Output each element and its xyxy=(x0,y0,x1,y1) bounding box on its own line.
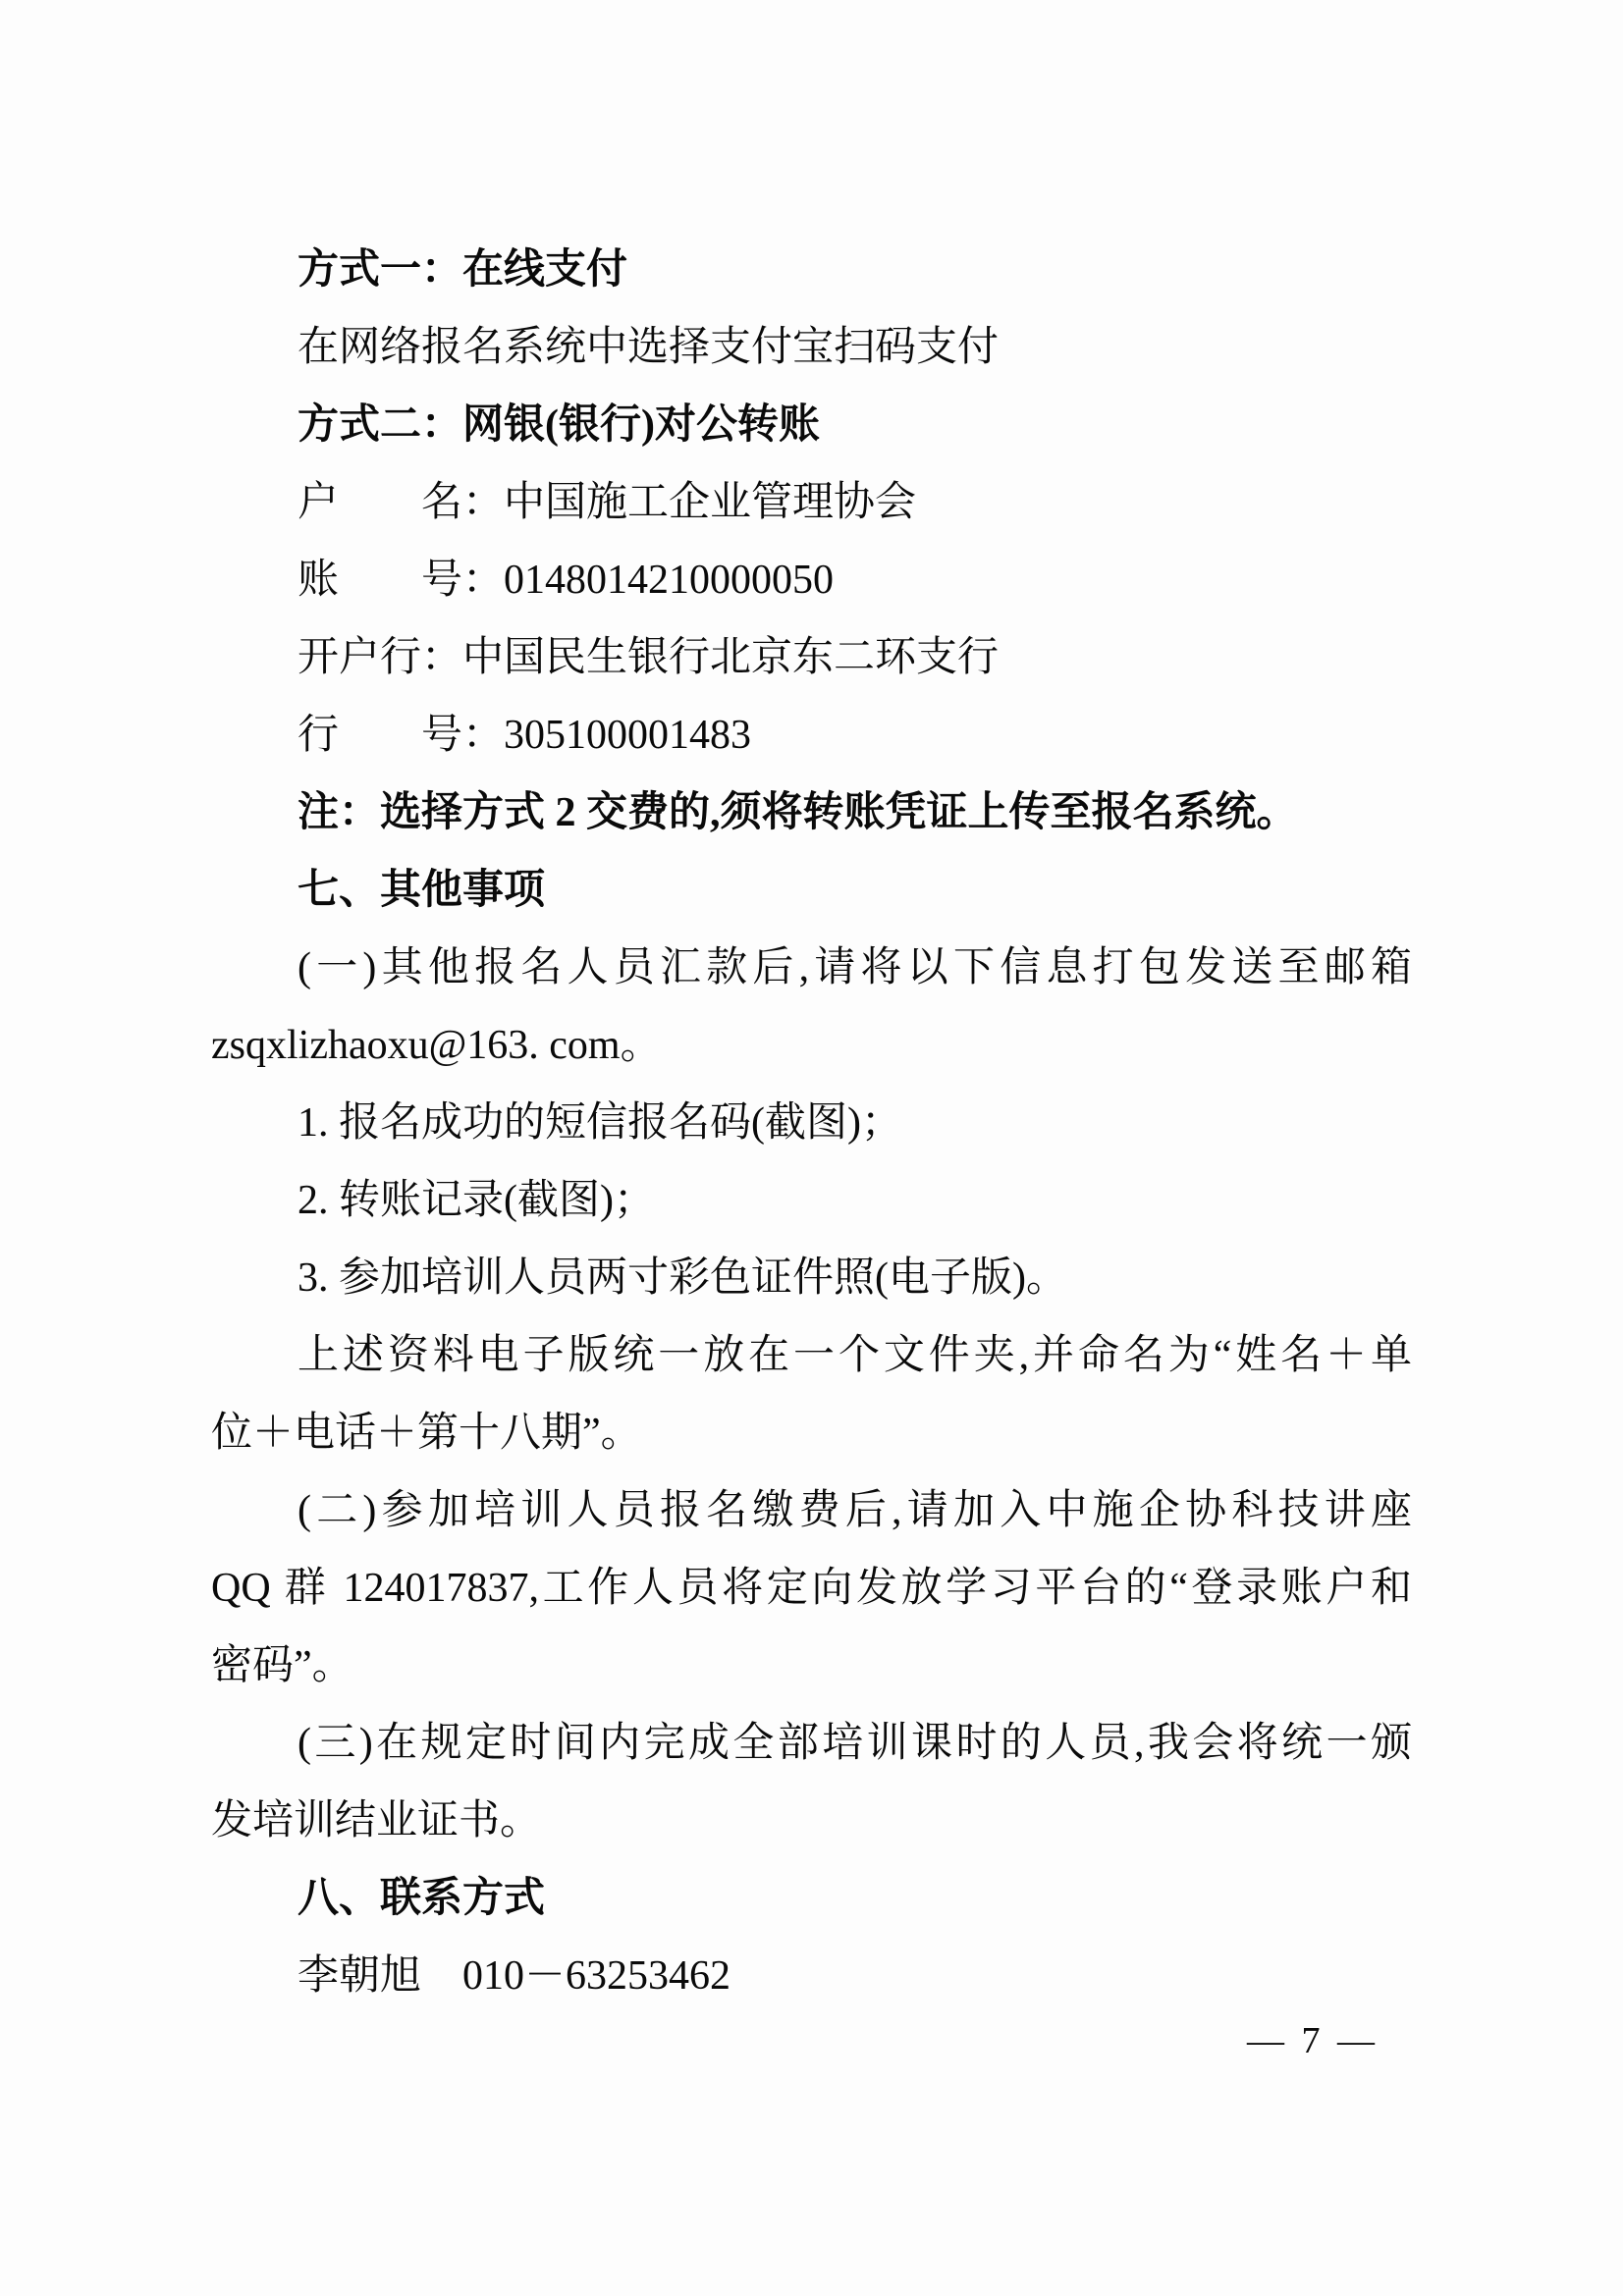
text-line: 李朝旭 010－63253462 xyxy=(298,1953,731,1999)
text-line: 3. 参加培训人员两寸彩色证件照(电子版)。 xyxy=(298,1255,1067,1301)
text-line: 七、其他事项 xyxy=(298,868,546,913)
text-line: 1. 报名成功的短信报名码(截图)； xyxy=(298,1100,902,1146)
text-line: 户 名：中国施工企业管理协会 xyxy=(298,480,917,525)
text-line: 账 号：0148014210000050 xyxy=(298,558,835,603)
text-line: QQ 群 124017837,工作人员将定向发放学习平台的“登录账户和 xyxy=(211,1566,1412,1611)
text-line: 位＋电话＋第十八期”。 xyxy=(211,1411,642,1456)
text-line: 发培训结业证书。 xyxy=(211,1798,542,1843)
document-body xyxy=(211,232,1412,2015)
text-line: (三)在规定时间内完成全部培训课时的人员,我会将统一颁 xyxy=(298,1721,1412,1766)
text-line: 密码”。 xyxy=(211,1643,353,1688)
page-number: — 7 — xyxy=(1247,2020,1379,2061)
text-line: 上述资料电子版统一放在一个文件夹,并命名为“姓名＋单 xyxy=(298,1333,1412,1378)
text-line: 方式二：网银(银行)对公转账 xyxy=(298,402,820,448)
text-line: 八、联系方式 xyxy=(298,1876,546,1921)
text-line: 注：选择方式 2 交费的,须将转账凭证上传至报名系统。 xyxy=(298,790,1298,835)
text-line: 方式一：在线支付 xyxy=(298,247,628,293)
text-line: 行 号：305100001483 xyxy=(298,713,752,758)
text-line: zsqxlizhaoxu@163. com。 xyxy=(211,1023,662,1068)
text-line: 开户行：中国民生银行北京东二环支行 xyxy=(298,635,1000,680)
text-line: 在网络报名系统中选择支付宝扫码支付 xyxy=(298,325,1000,370)
text-line: 2. 转账记录(截图)； xyxy=(298,1178,655,1223)
text-line: (二)参加培训人员报名缴费后,请加入中施企协科技讲座 xyxy=(298,1488,1412,1533)
text-line: (一)其他报名人员汇款后,请将以下信息打包发送至邮箱 xyxy=(298,945,1412,990)
